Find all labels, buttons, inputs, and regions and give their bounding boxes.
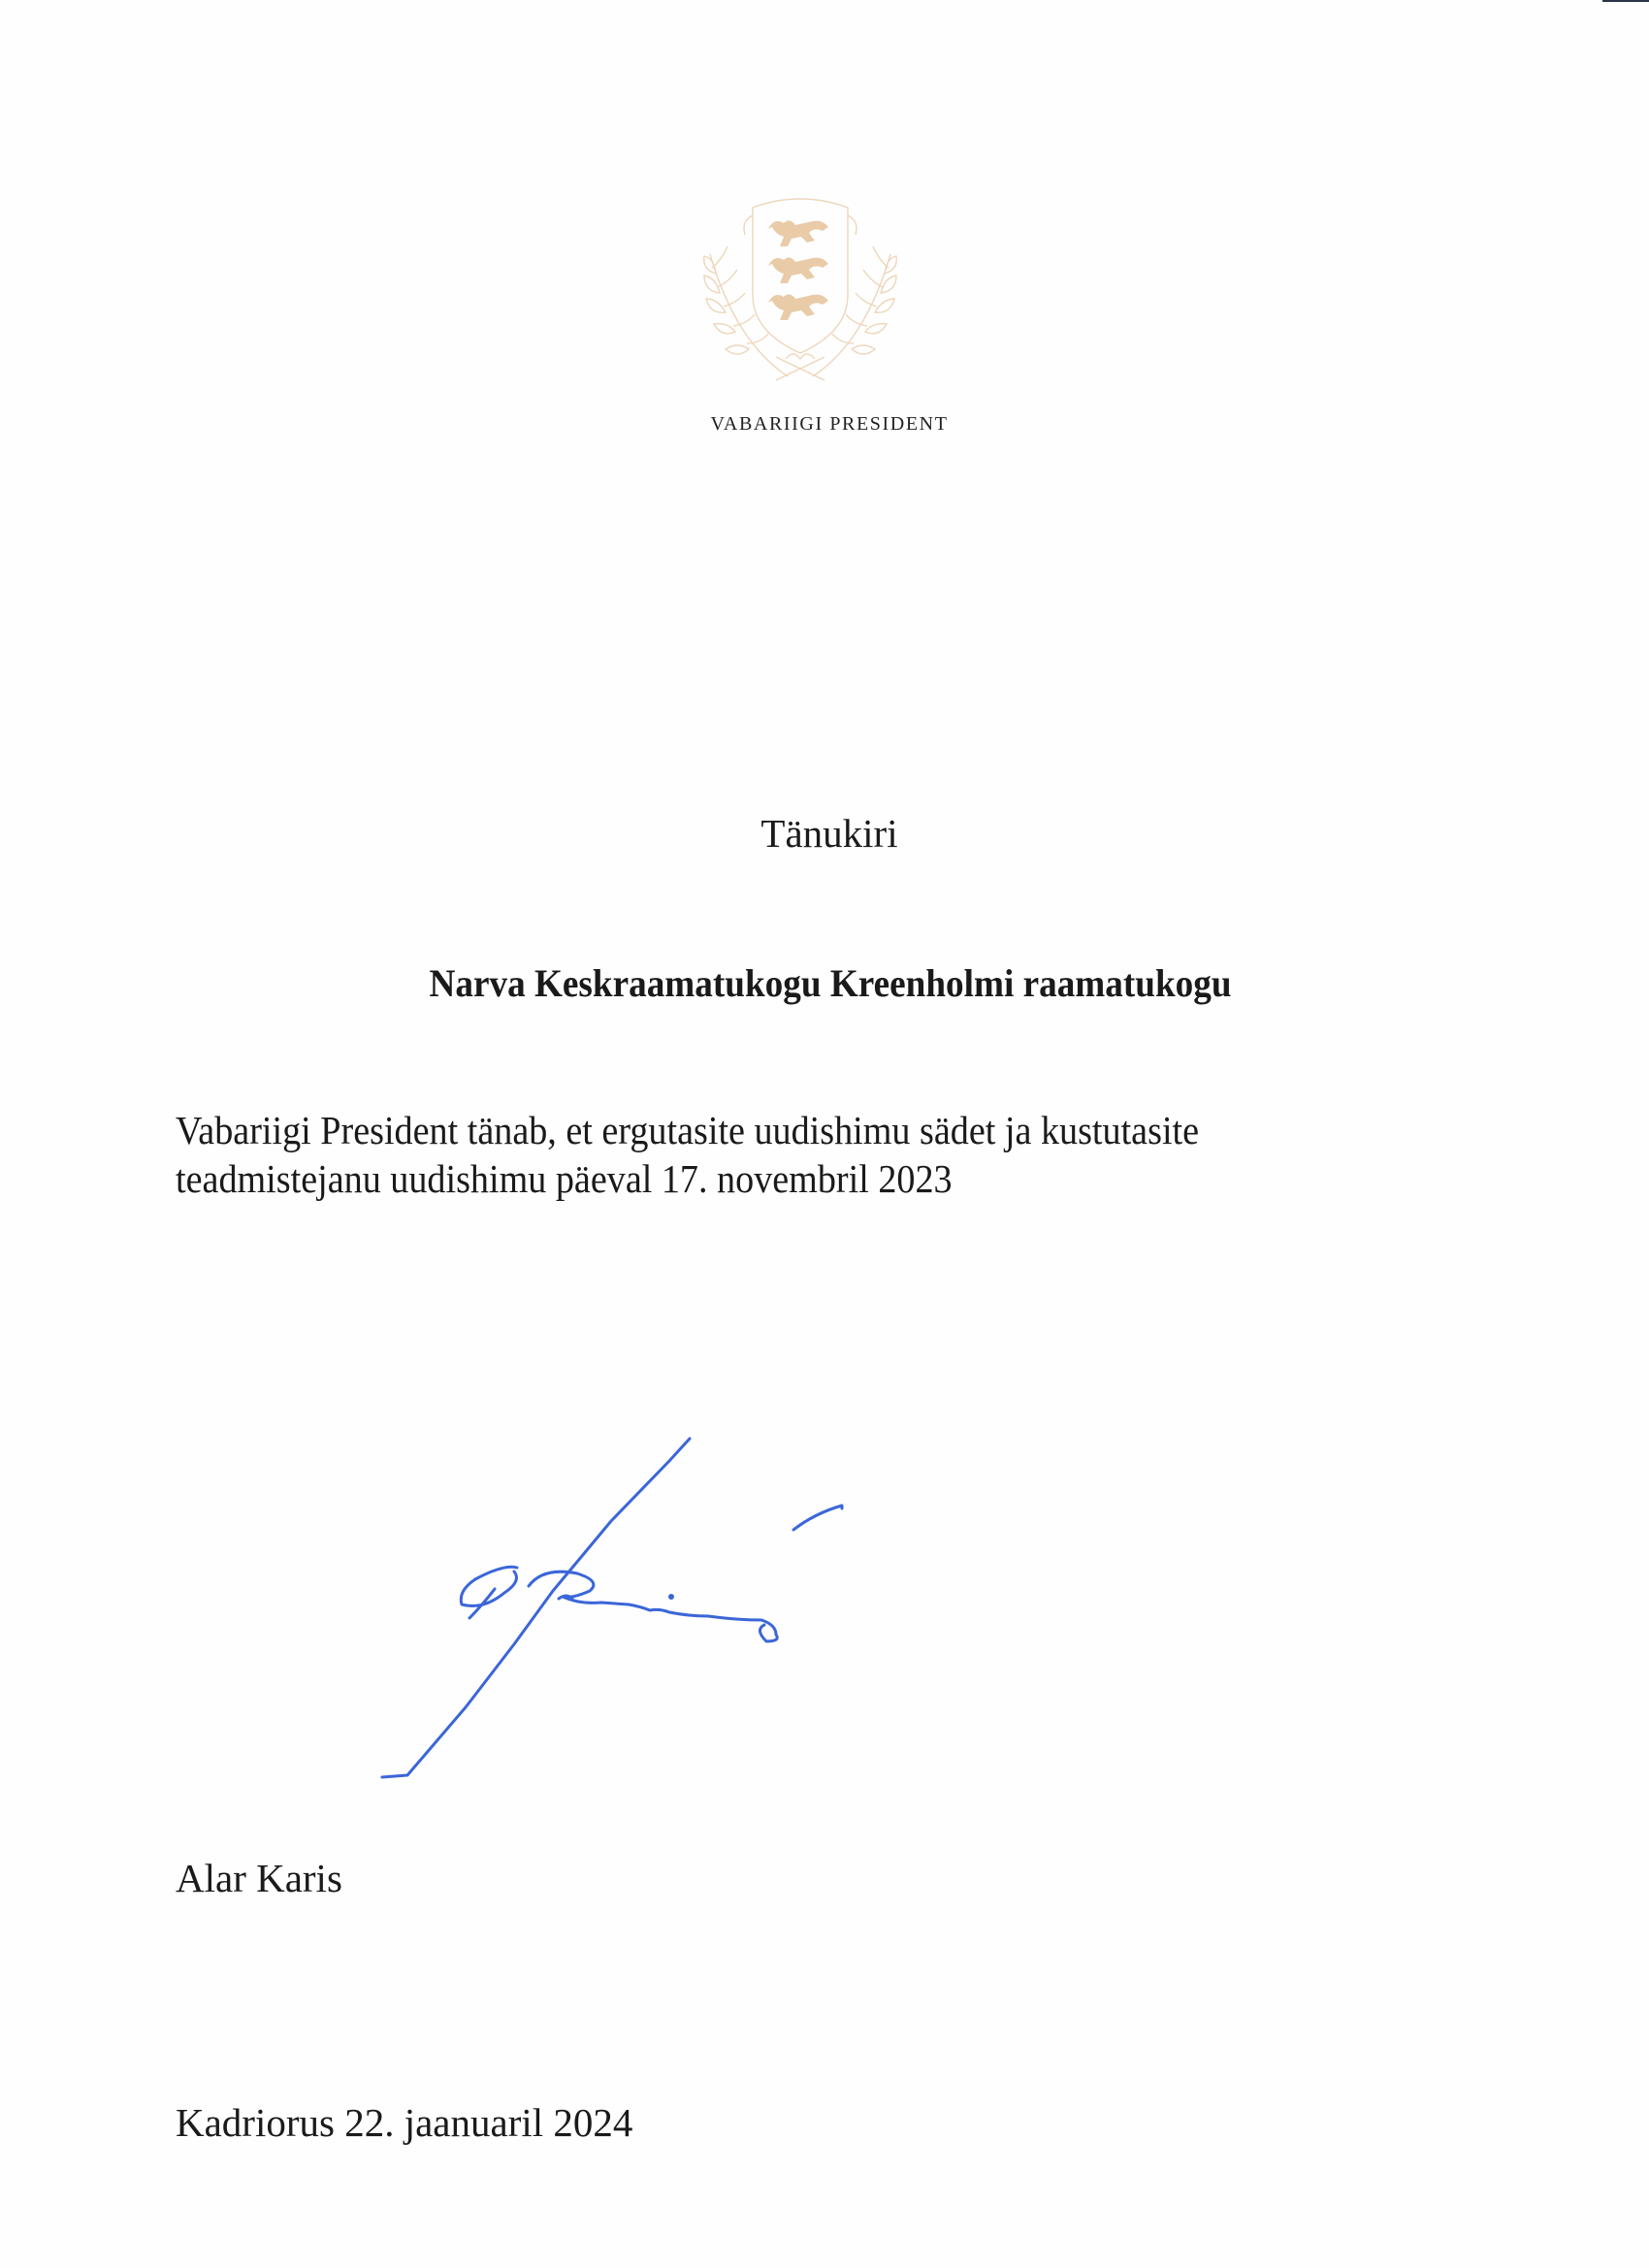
signature-accent [793, 1506, 842, 1530]
recipient-name: Narva Keskraamatukogu Kreenholmi raamatukogu [429, 961, 1232, 1005]
document-type-heading: Tänukiri [760, 811, 898, 856]
scan-edge-mark [1602, 0, 1649, 2]
signature-icon [369, 1426, 873, 1795]
letterhead-title: VABARIIGI PRESIDENT [710, 413, 949, 435]
body-line: Vabariigi President tänab, et ergutasite uudishimu sädet ja kustutasite [176, 1108, 1200, 1152]
body-paragraph [176, 1106, 1348, 1203]
estonia-coat-of-arms-icon [691, 186, 910, 388]
shield-outline [753, 199, 848, 353]
place-and-date: Kadriorus 22. jaanuaril 2024 [176, 2100, 633, 2145]
body-line: teadmistejanu uudishimu päeval 17. novembril 2023 [176, 1156, 953, 1201]
three-lions [768, 220, 828, 320]
signer-name: Alar Karis [176, 1856, 342, 1900]
